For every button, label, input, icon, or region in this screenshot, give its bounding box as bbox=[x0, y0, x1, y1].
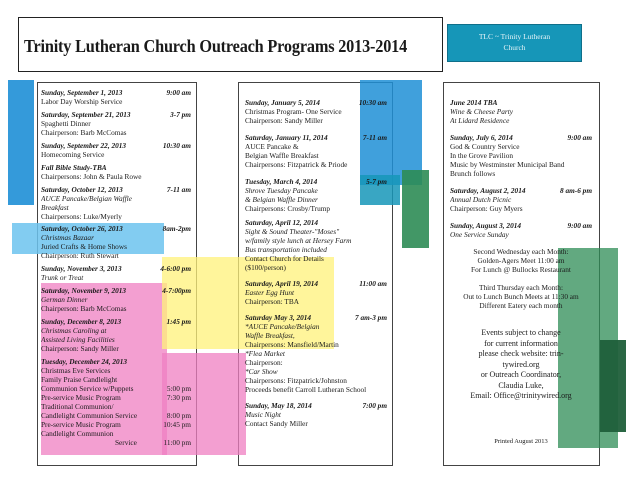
notice-lunch-bunch: Third Thursday each Month: Out to Lunch Bunch Meets at 11:30 am Different Eatery each month bbox=[463, 283, 579, 310]
event-row: Sunday, July 6, 2014 9:00 am bbox=[450, 133, 592, 142]
event-row: Sunday, January 5, 2014 10:30 am bbox=[245, 98, 387, 107]
column-2: Sunday, January 5, 2014 10:30 am Christmas Program- One Service Chairperson: Sandy Miller Saturday, January 11, 2014 7-11 am AUCE Pancake & Belgian Waffle Breakfast Chairpersons: Fitzpatrick & Priode Tuesday, March 4, 2014 5-7 pm Shrove Tuesday Pancake & Belgian Waffle Dinner Chairpersons: Crosby/Trump Saturday, April 12, 2014 Sight & Sound Theater-"Moses" w/family style lunch at Hersey Farm Bus transportation included Contact Church for Details ($100/person) Saturday, April 19, 2014 11:00 am Easter Egg Hunt Chairperson: TBA Saturday May 3, 2014 7 am-3 pm *AUCE Pancake/Belgian Waffle Breakfast, Chairpersons: Mansfield/Martin *Flea Market Chairperson: *Car Show Chairpersons: Fitzpatrick/Johnston Proceeds benefit Carroll Lutheran School Sunday, May 18, 2014 7:00 pm Music Night Contact Sandy Miller bbox=[245, 98, 387, 428]
event-row: Saturday, October 12, 2013 7-11 am bbox=[41, 185, 191, 194]
event-row: Saturday, April 19, 2014 11:00 am bbox=[245, 279, 387, 288]
event-row: Sunday, May 18, 2014 7:00 pm bbox=[245, 401, 387, 410]
event-row: Saturday, January 11, 2014 7-11 am bbox=[245, 133, 387, 142]
column-1: Sunday, September 1, 2013 9:00 am Labor Day Worship Service Saturday, September 21, 2013 3-7 pm Spaghetti Dinner Chairperson: Barb McComas Sunday, September 22, 2013 10:30 am Homecoming Service Fall Bible Study-TBA Chairpersons: John & Paula Rowe Saturday, October 12, 2013 7-11 am AUCE Pancake/Belgian Waffle Breakfast Chairpersons: Luke/Myerly Saturday, October 26, 2013 8am-2pm Christmas Bazaar Juried Crafts & Home Shows Chairperson: Ruth Stewart Sunday, November 3, 2013 4-6:00 pm Trunk or Treat Saturday, November 9, 2013 4-7:00pm German Dinner Chairperson: Barb McComas Sunday, December 8, 2013 1:45 pm Christmas Caroling at Assisted Living Facilities Chairperson: Sandy Miller Tuesday, December 24, 2013 Christmas Eve Services Family Praise Candlelight Communion Service w/Puppets 5:00 pm Pre-service Music Program 7:30 pm Traditional Communion/ Candlelight Communion Service 8:00 pm Pre-service Music Program 10:45 pm Candlelight Communion Service 11:00 pm bbox=[41, 88, 191, 447]
event-row: Sunday, August 3, 2014 9:00 am bbox=[450, 221, 592, 230]
event-row: Tuesday, March 4, 2014 5-7 pm bbox=[245, 177, 387, 186]
page-title: Trinity Lutheran Church Outreach Programs 2013-2014 bbox=[24, 36, 408, 56]
overlay-blue-left bbox=[8, 80, 34, 205]
event-row: Saturday, August 2, 2014 8 am-6 pm bbox=[450, 186, 592, 195]
event-row: Sunday, November 3, 2013 4-6:00 pm bbox=[41, 264, 191, 273]
notice-golden-agers: Second Wednesday each Month: Golden-Agers Meet 11:00 am For Lunch @ Bullocks Restaurant bbox=[471, 247, 571, 274]
event-row: Sunday, December 8, 2013 1:45 pm bbox=[41, 317, 191, 326]
badge-line-2: Church bbox=[503, 43, 526, 52]
overlay-darkgreen-right bbox=[600, 340, 626, 432]
printed-date: Printed August 2013 bbox=[494, 438, 548, 445]
event-row: Saturday, October 26, 2013 8am-2pm bbox=[41, 224, 191, 233]
event-row: Saturday, November 9, 2013 4-7:00pm bbox=[41, 286, 191, 295]
column-1-topline bbox=[37, 82, 197, 83]
column-3: June 2014 TBA Wine & Cheese Party At Lidard Residence Sunday, July 6, 2014 9:00 am God & Country Service In the Grove Pavilion Music by Westminster Municipal Band Brunch follows Saturday, August 2, 2014 8 am-6 pm Annual Dutch Picnic Chairperson: Guy Myers Sunday, August 3, 2014 9:00 am One Service Sunday Second Wednesday each Month: Golden-Agers Meet 11:00 am For Lunch @ Bullocks Restaurant Third Thursday each Month: Out to Lunch Bunch Meets at 11:30 am Different Eatery each month Events subject to change for current information please check website: trin- tywired.org or Outreach Coordinator, Claudia Luke, Email: Office@trinitywired.org bbox=[450, 98, 592, 400]
badge-line-1: TLC ~ Trinity Lutheran bbox=[478, 32, 551, 41]
tlc-badge bbox=[447, 24, 582, 62]
event-row: Saturday, September 21, 2013 3-7 pm bbox=[41, 110, 191, 119]
notice-events-subject-to-change: Events subject to change for current information please check website: trin- tywired.org or Outreach Coordinator, Claudia Luke, Email: Office@trinitywired.org bbox=[470, 328, 572, 400]
event-row: Sunday, September 22, 2013 10:30 am bbox=[41, 141, 191, 150]
overlay-green-small bbox=[402, 170, 429, 248]
event-row: Sunday, September 1, 2013 9:00 am bbox=[41, 88, 191, 97]
event-row: Saturday May 3, 2014 7 am-3 pm bbox=[245, 313, 387, 322]
